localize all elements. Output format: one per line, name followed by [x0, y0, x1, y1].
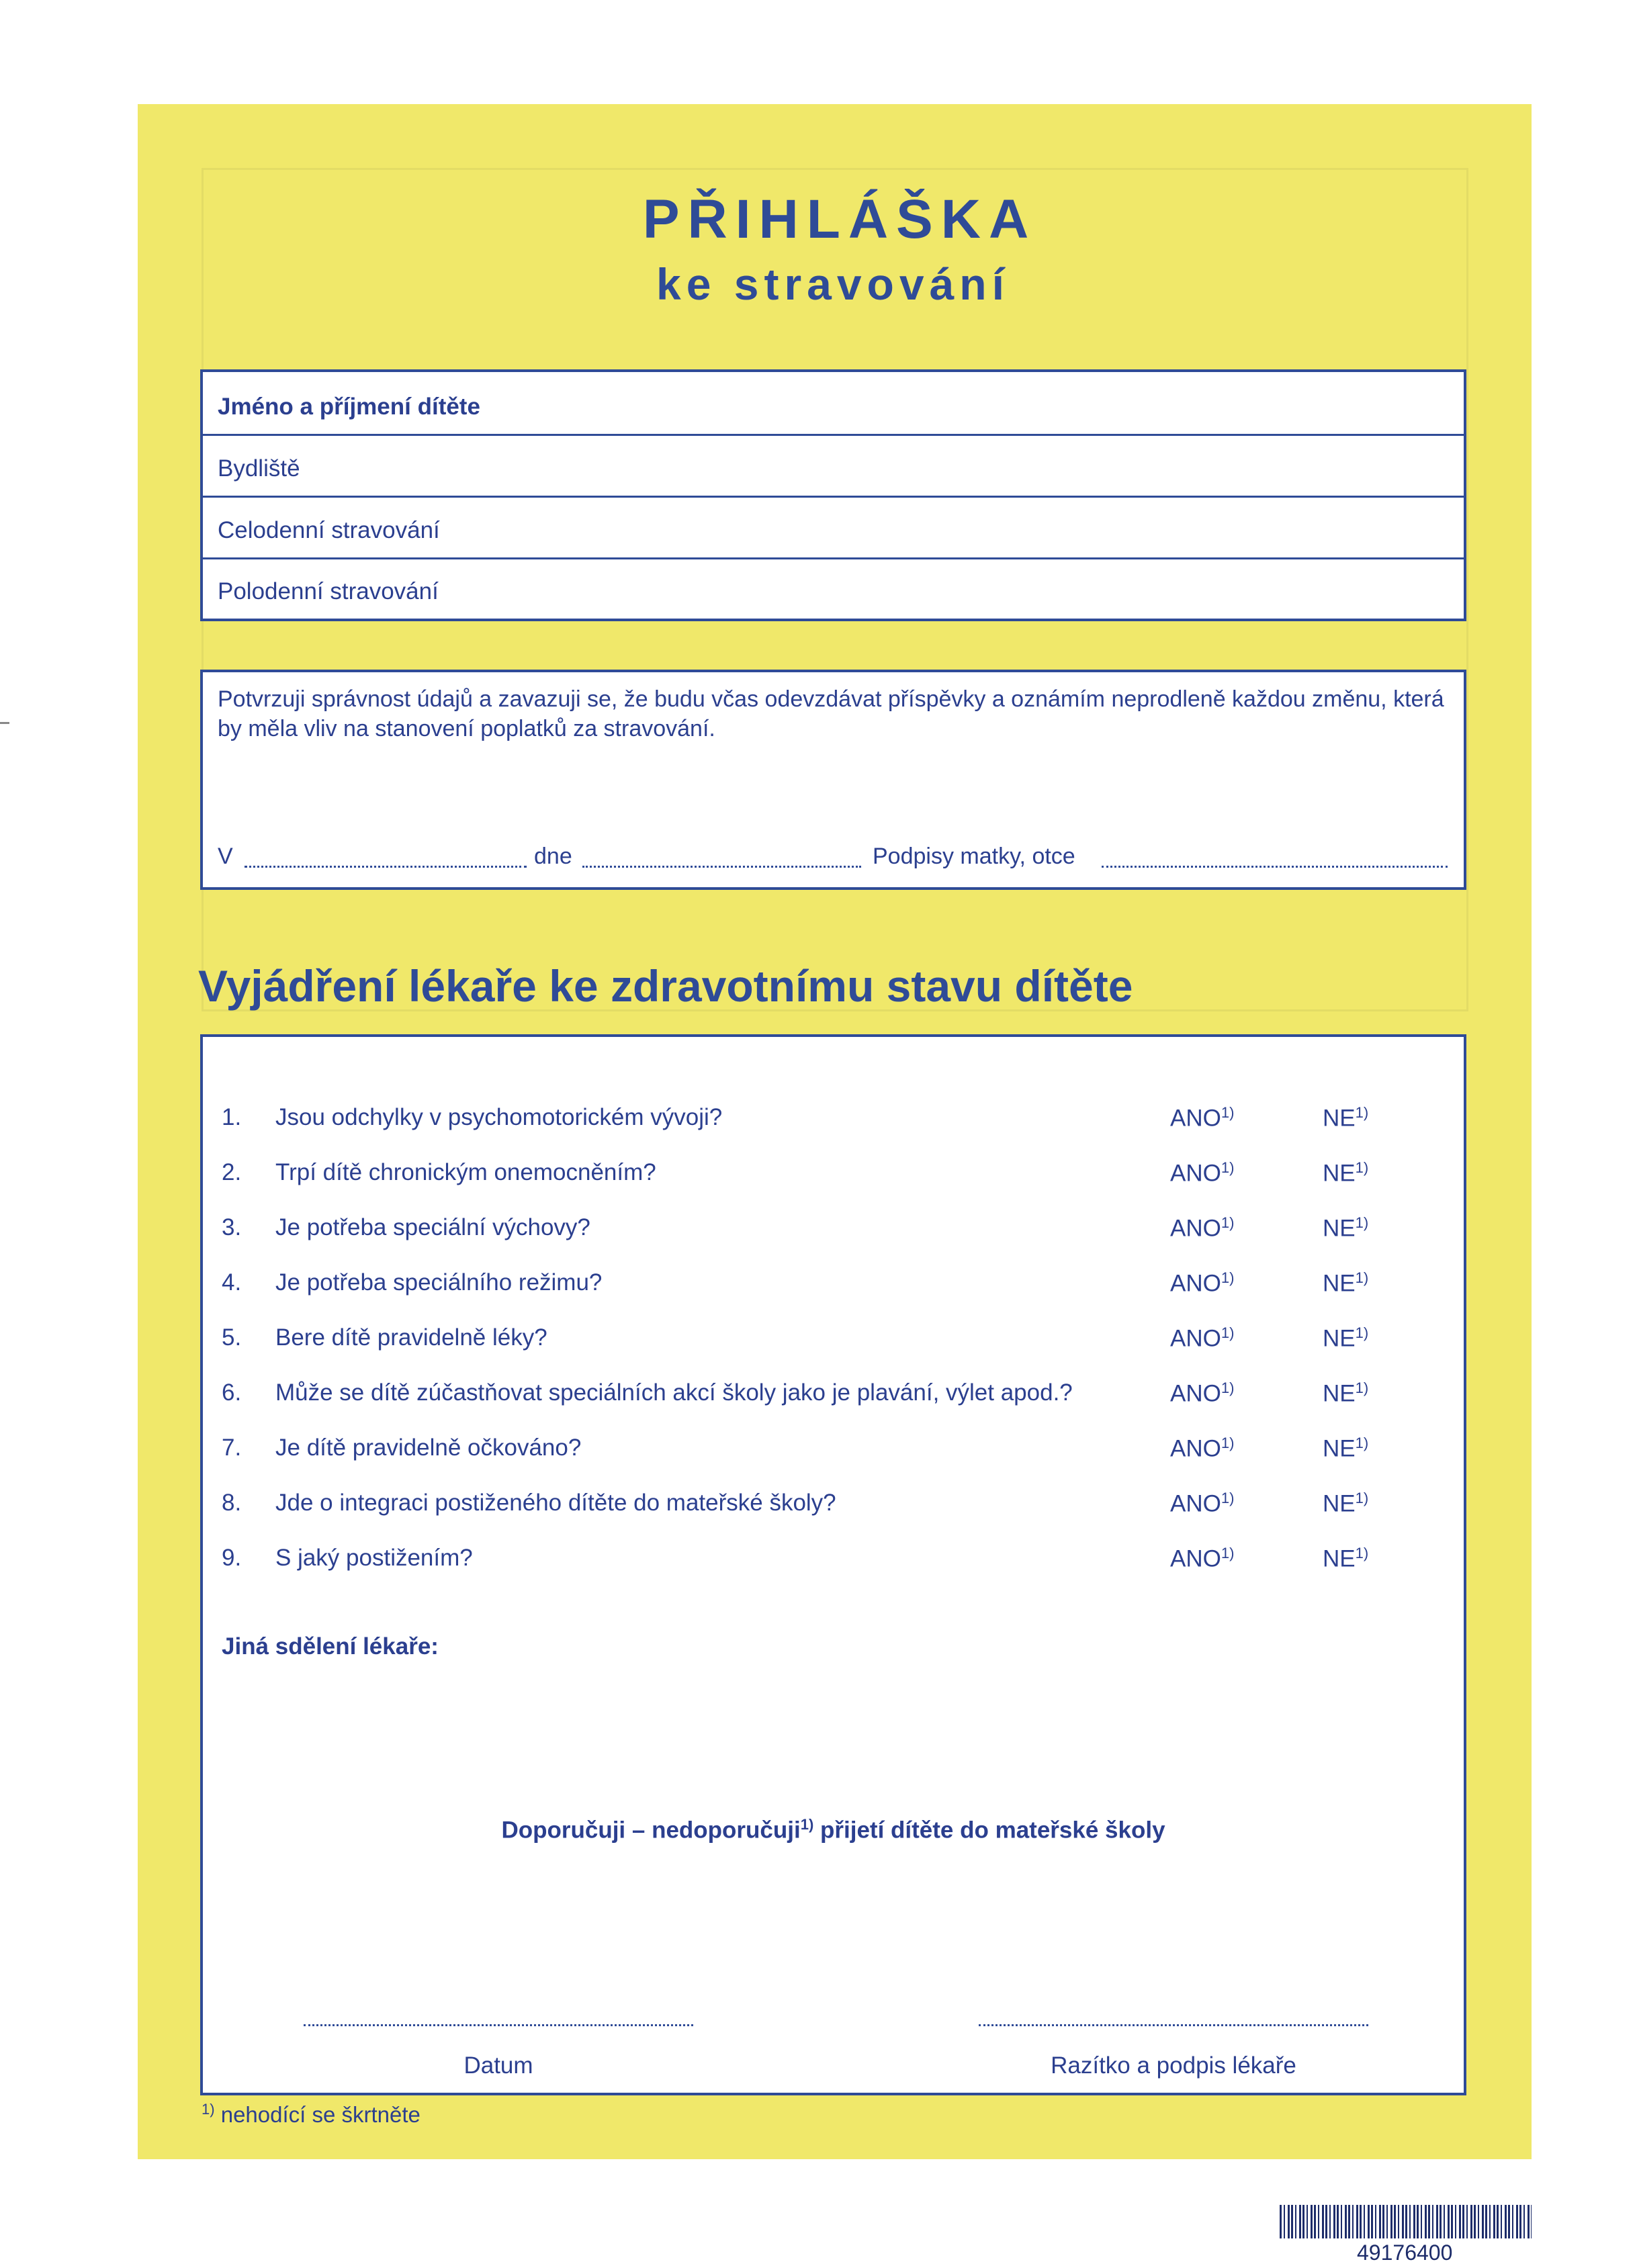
question-text: Jde o integraci postiženého dítěte do mateřské školy?	[275, 1490, 836, 1516]
question-text: Bere dítě pravidelně léky?	[275, 1324, 547, 1351]
recommendation-line[interactable]	[203, 1816, 1464, 1844]
barcode-icon	[1280, 2205, 1532, 2238]
no-option[interactable]: NE$^{1)}$	[1323, 1435, 1369, 1462]
question-text: Jsou odchylky v psychomotorickém vývoji?	[275, 1104, 723, 1130]
declaration-text: Potvrzuji správnost údajů a zavazuji se, že budu včas odevzdávat příspěvky a oznámím neprodleně každou změnu, která by měla vliv na stanovení poplatků za stravování.	[218, 686, 1444, 741]
question-number: 3.	[222, 1214, 242, 1240]
full-day-meals-label: Celodenní stravování	[218, 517, 440, 543]
no-option[interactable]: NE$^{1)}$	[1323, 1490, 1369, 1517]
barcode-number: 49176400	[1357, 2240, 1453, 2265]
yes-option[interactable]: ANO$^{1)}$	[1170, 1159, 1235, 1187]
no-option[interactable]: NE$^{1)}$	[1323, 1159, 1369, 1187]
parents-signature-label: Podpisy matky, otce	[873, 844, 1075, 869]
scan-edge-mark	[0, 722, 9, 724]
yes-option[interactable]: ANO$^{1)}$	[1170, 1435, 1235, 1462]
question-number: 2.	[222, 1159, 242, 1185]
yes-option[interactable]: ANO$^{1)}$	[1170, 1379, 1235, 1407]
footnote	[202, 2101, 421, 2128]
doctor-stamp-caption: Razítko a podpis lékaře	[1051, 2052, 1296, 2079]
question-text: Je potřeba speciálního režimu?	[275, 1269, 603, 1296]
recommendation-choice: Doporučuji – nedoporučuji	[501, 1817, 801, 1844]
half-day-meals-field[interactable]	[203, 559, 1464, 619]
declaration-box	[200, 670, 1466, 890]
residence-field[interactable]	[203, 436, 1464, 498]
question-text: S jaký postižením?	[275, 1545, 473, 1571]
question-number: 7.	[222, 1435, 242, 1461]
other-notes-field[interactable]	[222, 1672, 1445, 1806]
question-number: 4.	[222, 1269, 242, 1296]
no-option[interactable]: NE$^{1)}$	[1323, 1379, 1369, 1407]
doctor-date-field[interactable]	[304, 2024, 693, 2026]
child-info-box	[200, 369, 1466, 621]
doctor-date-caption: Datum	[463, 2052, 533, 2079]
yes-option[interactable]: ANO$^{1)}$	[1170, 1104, 1235, 1132]
footnote-mark: 1)	[202, 2101, 215, 2118]
date-field[interactable]	[582, 866, 861, 868]
yes-option[interactable]: ANO$^{1)}$	[1170, 1490, 1235, 1517]
no-option[interactable]: NE$^{1)}$	[1323, 1324, 1369, 1352]
question-text: Trpí dítě chronickým onemocněním?	[275, 1159, 656, 1185]
question-number: 5.	[222, 1324, 242, 1351]
yes-option[interactable]: ANO$^{1)}$	[1170, 1324, 1235, 1352]
half-day-meals-label: Polodenní stravování	[218, 578, 439, 604]
parents-signature-field[interactable]	[1102, 866, 1448, 868]
footnote-text: nehodící se škrtněte	[214, 2102, 421, 2127]
doctor-box	[200, 1034, 1466, 2095]
child-name-field[interactable]	[203, 372, 1464, 436]
date-label: dne	[534, 844, 572, 869]
question-text: Může se dítě zúčastňovat speciálních akcí školy jako je plavání, výlet apod.?	[275, 1379, 1073, 1406]
question-text: Je dítě pravidelně očkováno?	[275, 1435, 582, 1461]
other-notes-label: Jiná sdělení lékaře:	[222, 1633, 439, 1660]
child-name-label: Jméno a příjmení dítěte	[218, 394, 480, 420]
yes-option[interactable]: ANO$^{1)}$	[1170, 1269, 1235, 1297]
no-option[interactable]: NE$^{1)}$	[1323, 1214, 1369, 1242]
doctor-stamp-field[interactable]	[979, 2024, 1368, 2026]
question-number: 8.	[222, 1490, 242, 1516]
form-subtitle: ke stravování	[656, 259, 1010, 309]
question-number: 1.	[222, 1104, 242, 1130]
doctor-section-heading: Vyjádření lékaře ke zdravotnímu stavu dítěte	[198, 961, 1133, 1011]
yes-option[interactable]: ANO$^{1)}$	[1170, 1214, 1235, 1242]
question-number: 9.	[222, 1545, 242, 1571]
yes-option[interactable]: ANO$^{1)}$	[1170, 1545, 1235, 1572]
no-option[interactable]: NE$^{1)}$	[1323, 1104, 1369, 1132]
question-number: 6.	[222, 1379, 242, 1406]
recommendation-text: přijetí dítěte do mateřské školy	[813, 1817, 1165, 1844]
form-title: PŘIHLÁŠKA	[642, 189, 1037, 250]
question-text: Je potřeba speciální výchovy?	[275, 1214, 590, 1240]
no-option[interactable]: NE$^{1)}$	[1323, 1269, 1369, 1297]
place-field[interactable]	[245, 866, 527, 868]
recommendation-footnote-mark: 1)	[800, 1816, 814, 1833]
no-option[interactable]: NE$^{1)}$	[1323, 1545, 1369, 1572]
place-label: V	[218, 844, 233, 869]
residence-label: Bydliště	[218, 455, 300, 482]
full-day-meals-field[interactable]	[203, 498, 1464, 559]
